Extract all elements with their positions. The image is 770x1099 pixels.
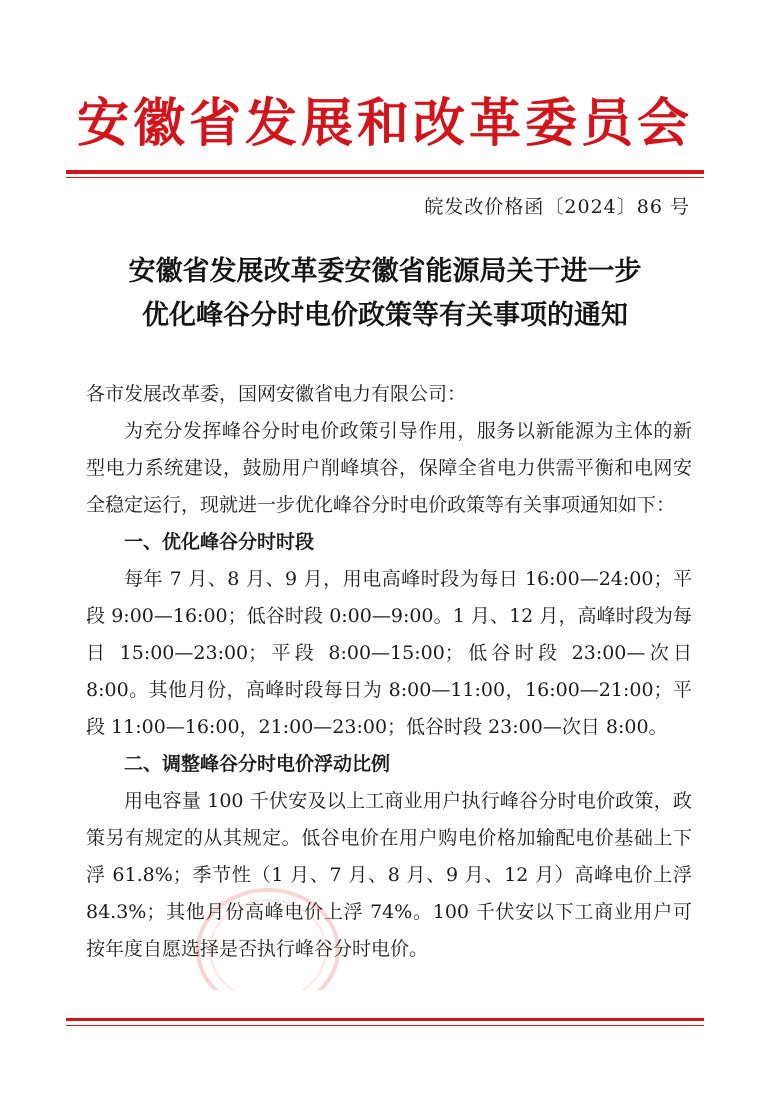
document-body xyxy=(86,376,692,968)
footer-red-rule-thin xyxy=(66,1025,704,1026)
intro-paragraph: 为充分发挥峰谷分时电价政策引导作用，服务以新能源为主体的新型电力系统建设，鼓励用户削峰填谷，保障全省电力供需平衡和电网安全稳定运行，现就进一步优化峰谷分时电价政策等有关事项通知如下： xyxy=(86,420,692,516)
document-number: 皖发改价格函〔2024〕86 号 xyxy=(424,196,690,218)
title-line-2: 优化峰谷分时电价政策等有关事项的通知 xyxy=(142,300,628,331)
salutation: 各市发展改革委，国网安徽省电力有限公司： xyxy=(86,383,467,405)
title-line-1: 安徽省发展改革委安徽省能源局关于进一步 xyxy=(128,256,642,287)
section-2-paragraph: 用电容量 100 千伏安及以上工商业用户执行峰谷分时电价政策，政策另有规定的从其规定。低谷电价在用户购电价格加输配电价基础上下浮 61.8%；季节性（1 月、7 月、8 月、9 月、12 月）高峰电价上浮 84.3%；其他月份高峰电价上浮 74%。100 千伏安以下工商业用户可按年度自愿选择是否执行峰谷分时电价。 xyxy=(86,790,692,960)
org-header: 安徽省发展和改革委员会 xyxy=(76,93,693,154)
header-red-rule xyxy=(66,170,704,174)
footer-red-rule xyxy=(66,1018,704,1021)
document-title xyxy=(60,250,710,338)
section-2-heading: 二、调整峰谷分时电价浮动比例 xyxy=(124,753,391,775)
header-red-rule-thin xyxy=(66,177,704,178)
section-1-heading: 一、优化峰谷分时时段 xyxy=(124,531,315,553)
section-1-paragraph: 每年 7 月、8 月、9 月，用电高峰时段为每日 16:00—24:00；平段 9:00—16:00；低谷时段 0:00—9:00。1 月、12 月，高峰时段为每日 15:00—23:00；平段 8:00—15:00；低谷时段 23:00—次日 8:00。其他月份，高峰时段每日为 8:00—11:00，16:00—21:00；平段 11:00—16:00，21:00—23:00；低谷时段 23:00—次日 8:00。 xyxy=(86,568,692,738)
